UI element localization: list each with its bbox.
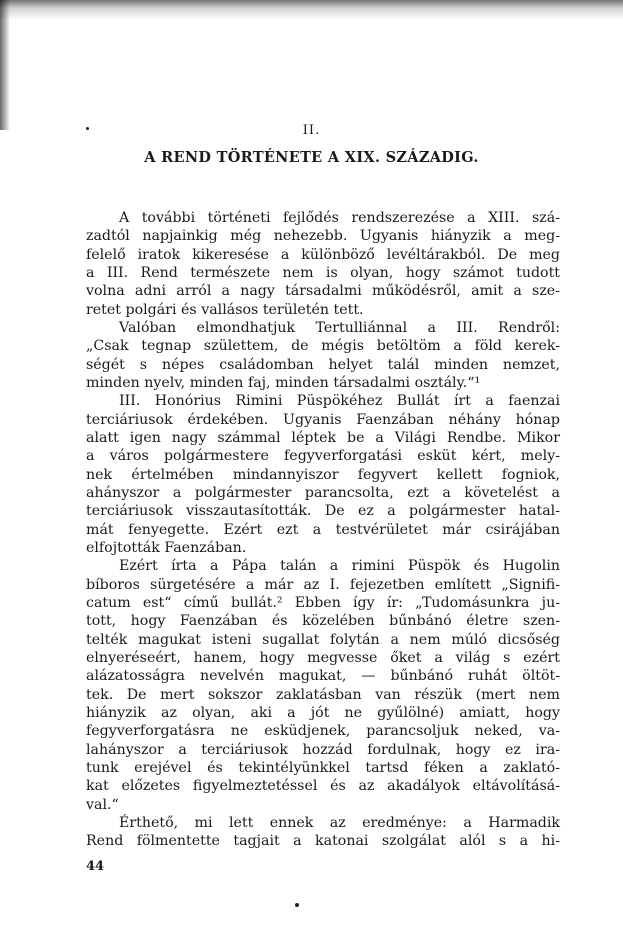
text-line: tunk erejével és tekintélyünkkel tartsd féken a zaklató- — [86, 759, 560, 776]
text-line: ahányszor a polgármester parancsolta, ezt a követelést a — [86, 484, 560, 501]
text-line: a III. Rend természete nem is olyan, hogy számot tudott — [86, 264, 560, 281]
scan-top-edge — [0, 0, 623, 20]
text-line: hiányzik az olyan, aki a jót ne gyűlölné) amiatt, hogy — [86, 704, 560, 721]
text-line: „Csak tegnap születtem, de mégis betöltöm a föld kerek- — [86, 338, 560, 355]
text-line: terciáriusok visszautasították. De ez a polgármester hatal- — [86, 503, 560, 520]
text-line: tott, hogy Faenzában és közelében bűnbánó életre szen- — [86, 613, 560, 630]
text-line: mát fenyegette. Ezért ezt a testvérületet már csirájában — [86, 521, 560, 538]
text-line: elnyeréseért, hanem, hogy megvesse őket a világ s ezért — [86, 649, 560, 666]
text-line: Érthető, mi lett ennek az eredménye: a Harmadik — [119, 814, 560, 831]
text-line: kat előzetes figyelmeztetéssel és az akadályok eltávolításá- — [86, 778, 560, 795]
text-line: elfojtották Faenzában. — [86, 539, 247, 556]
text-line: catum est“ című bullát.² Ebben így ír: „Tudomásunkra ju- — [86, 594, 560, 611]
text-line: nek értelmében mindannyiszor fegyvert kellett fogniok, — [86, 466, 560, 483]
text-line: Valóban elmondhatjuk Tertulliánnal a III. Rendről: — [119, 319, 560, 336]
text-line: terciáriusok érdekében. Ugyanis Faenzában néhány hónap — [86, 411, 560, 428]
scan-speck — [86, 127, 89, 130]
text-line: retet polgári és vallásos területén tett. — [86, 301, 364, 318]
text-line: val.“ — [86, 796, 119, 813]
text-line: Ezért írta a Pápa talán a rimini Püspök és Hugolin — [119, 558, 560, 575]
text-line: felelő iratok kikeresése a különböző levéltárakból. De meg — [86, 246, 560, 263]
text-line: volna adni arról a nagy társadalmi működésről, amit a sze- — [86, 283, 560, 300]
text-line: III. Honórius Rimini Püspökéhez Bullát írt a faenzai — [119, 393, 560, 410]
scan-speck — [295, 903, 299, 907]
text-line: zadtól napjainkig még nehezebb. Ugyanis hiányzik a meg- — [86, 228, 560, 245]
chapter-title: A REND TÖRTÉNETE A XIX. SZÁZADIG. — [144, 149, 479, 166]
text-line: alázatosságra nevelvén magukat, — bűnbánó ruhát öltöt- — [86, 668, 560, 685]
chapter-number: II. — [302, 123, 321, 138]
text-line: Rend fölmentette tagjait a katonai szolgálat alól s a hi- — [86, 833, 560, 850]
text-line: bíboros sürgetésére a már az I. fejezetben említett „Signifi- — [86, 576, 560, 593]
text-line: fegyverforgatásra ne esküdjenek, parancsoljuk neked, va- — [86, 723, 560, 740]
text-line: lahányszor a terciáriusok hozzád fordulnak, hogy ez ira- — [86, 741, 560, 758]
text-line: A további történeti fejlődés rendszerezése a XIII. szá- — [119, 210, 560, 226]
page-number: 44 — [86, 859, 105, 874]
text-line: telték magukat isteni sugallat folytán a nem múló dicsőség — [86, 631, 560, 648]
body-text — [86, 209, 560, 850]
text-line: a város polgármestere fegyverforgatási esküt kért, mely- — [86, 448, 560, 465]
text-line: ségét s népes családomban helyet talál minden nemzet, — [86, 356, 560, 373]
text-line: minden nyelv, minden faj, minden társadalmi osztály.“¹ — [86, 374, 481, 391]
scan-left-edge — [0, 0, 10, 130]
text-line: alatt igen nagy számmal léptek be a Világi Rendbe. Mikor — [86, 429, 560, 446]
text-line: tek. De mert sokszor zaklatásban van részük (mert nem — [86, 686, 560, 703]
